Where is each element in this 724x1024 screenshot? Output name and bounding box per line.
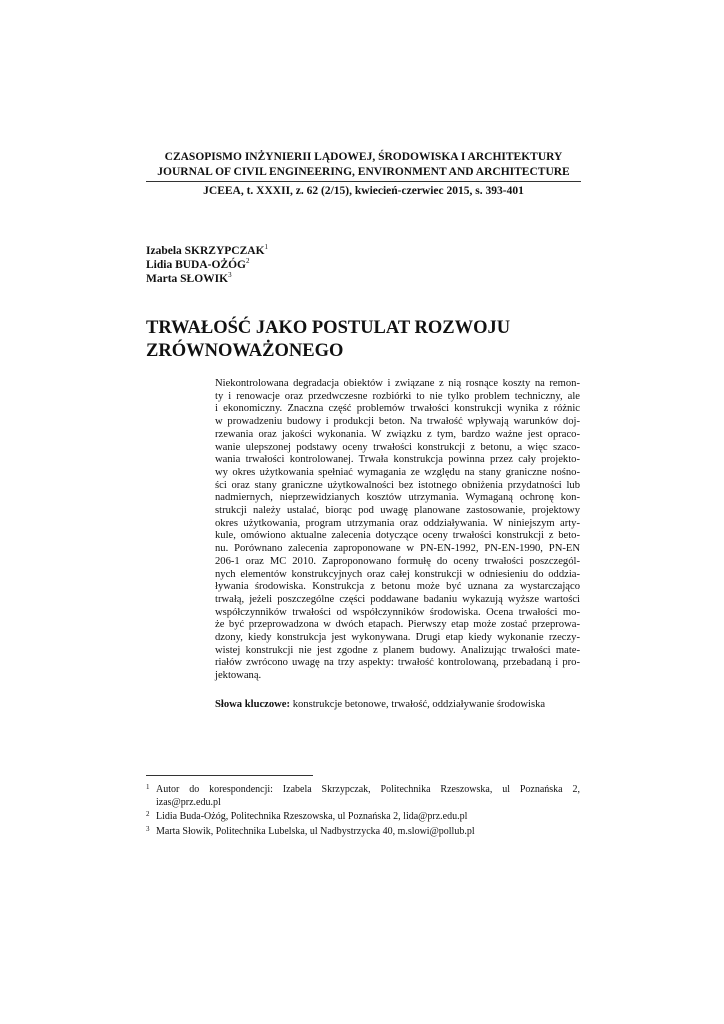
abstract-line: nych elementów konstrukcyjnych oraz całej konstrukcji w odniesieniu do oddzia- bbox=[215, 568, 580, 580]
journal-name-english: JOURNAL OF CIVIL ENGINEERING, ENVIRONMENT AND ARCHITECTURE bbox=[146, 165, 581, 182]
abstract-line: dzony, kiedy konstrukcja jest wykonywana. Drugi etap kiedy wykonanie rzeczy- bbox=[215, 632, 580, 644]
abstract-line: jektowaną. bbox=[215, 670, 262, 682]
abstract-line: ływania środowiska. Konstrukcja z betonu może być uznana za wystarczająco bbox=[215, 581, 580, 593]
author bbox=[146, 272, 268, 286]
footnote-number: 3 bbox=[146, 824, 150, 833]
author-name: Izabela SKRZYPCZAK bbox=[146, 245, 265, 257]
abstract-line: 206-1 oraz MC 2010. Zaproponowano formułę do oceny trwałości poszczegól- bbox=[215, 555, 580, 567]
author-list bbox=[146, 244, 268, 286]
footnote-number: 2 bbox=[146, 810, 150, 818]
paper-title bbox=[146, 317, 586, 363]
author bbox=[146, 244, 268, 258]
abstract-line: i ekonomiczny. Znaczna część problemów trwałości konstrukcji wynika z różnic bbox=[215, 403, 580, 415]
abstract-line: okres użytkowania, program utrzymania oraz oddziaływania. W niniejszym arty- bbox=[215, 517, 580, 529]
abstract-line: ty i renowacje oraz przedwczesne rozbiórki to nie tylko problem techniczny, ale bbox=[215, 390, 580, 402]
author-affiliation-mark: 1 bbox=[264, 243, 269, 251]
author bbox=[146, 258, 268, 272]
abstract-line: wistej konstrukcji nie jest zgodne z planem budowy. Analizując trwałości mate- bbox=[215, 644, 580, 656]
footnote bbox=[146, 784, 580, 809]
abstract-line: trwałą, jeżeli poszczególne części poddawane badaniu wykazują wyższe wartości bbox=[215, 593, 580, 605]
footnote bbox=[146, 826, 580, 839]
keywords bbox=[215, 698, 615, 711]
author-affiliation-mark: 2 bbox=[246, 257, 250, 265]
footnote-email[interactable]: izas@prz.edu.pl bbox=[156, 796, 221, 808]
footnote-number: 1 bbox=[146, 783, 150, 791]
keywords-label: Słowa kluczowe: bbox=[215, 699, 291, 710]
abstract-line: wanie ulepszonej podstawy oceny trwałości konstrukcji z betonu, a więc szaco- bbox=[215, 441, 580, 453]
abstract-line: wy okres użytkowania spełniać wymagania ze względu na stany graniczne nośno- bbox=[215, 466, 580, 478]
abstract-line: że być przeprowadzona w dwóch etapach. Pierwszy etap może zostać przeprowa- bbox=[215, 619, 580, 631]
footnote-text: Autor do korespondencji: Izabela Skrzypczak, Politechnika Rzeszowska, ul Poznańska 2, bbox=[156, 784, 580, 795]
author-affiliation-mark: 3 bbox=[228, 271, 232, 279]
journal-name-polish: CZASOPISMO INŻYNIERII LĄDOWEJ, ŚRODOWISKA I ARCHITEKTURY bbox=[164, 151, 563, 163]
journal-citation: JCEEA, t. XXXII, z. 62 (2/15), kwiecień-czerwiec 2015, s. 393-401 bbox=[203, 185, 524, 197]
abstract-line: strukcji należy ustalać, biorąc pod uwagę planowane zastosowanie, projektowy bbox=[215, 505, 580, 517]
footnote-rule bbox=[146, 775, 313, 776]
abstract-line: w prowadzeniu budowy i produkcji beton. Na trwałość wpływają warunków doj- bbox=[215, 416, 580, 428]
abstract-line: wania trwałości kontrolowanej. Trwała konstrukcja powinna przez cały projekto- bbox=[215, 454, 580, 466]
author-name: Lidia BUDA-OŻÓG bbox=[146, 259, 247, 271]
keywords-text: konstrukcje betonowe, trwałość, oddziaływanie środowiska bbox=[290, 699, 546, 710]
journal-header bbox=[146, 150, 581, 199]
abstract-line: kule, omówiono aktualne zalecenia dotyczące oceny trwałości konstrukcji z beto- bbox=[215, 530, 580, 542]
footnote-text: Marta Słowik, Politechnika Lubelska, ul Nadbystrzycka 40, m.slowi@pollub.pl bbox=[156, 825, 475, 837]
abstract-line: współczynników trwałości od współczynników środowiska. Ocena trwałości mo- bbox=[215, 606, 580, 618]
abstract bbox=[215, 378, 580, 683]
abstract-line: nadmiernych, nieprzewidzianych kosztów utrzymania. Wymaganą ochronę kon- bbox=[215, 492, 580, 504]
abstract-line: Niekontrolowana degradacja obiektów i związane z nią rosnące koszty na remon- bbox=[215, 378, 580, 389]
title-line: TRWAŁOŚĆ JAKO POSTULAT ROZWOJU bbox=[146, 318, 511, 338]
author-name: Marta SŁOWIK bbox=[146, 273, 229, 285]
title-line: ZRÓWNOWAŻONEGO bbox=[146, 341, 344, 361]
abstract-line: rzewania oraz jakości wykonania. W związku z tym, bardzo ważne jest opraco- bbox=[215, 428, 580, 440]
abstract-line: ści oraz stany graniczne użytkowalności bez istotnego obniżenia przydatności lub bbox=[215, 479, 580, 491]
footnotes bbox=[146, 784, 580, 840]
abstract-line: riałów zwrócono uwagę na trzy aspekty: trwałość kontrolowaną, przebadaną i pro- bbox=[215, 657, 580, 669]
abstract-line: nu. Porównano zalecenia zaproponowane w PN-EN-1992, PN-EN-1990, PN-EN bbox=[215, 543, 580, 555]
footnote-text: Lidia Buda-Ożóg, Politechnika Rzeszowska, ul Poznańska 2, lida@prz.edu.pl bbox=[156, 811, 468, 822]
footnote bbox=[146, 811, 580, 824]
